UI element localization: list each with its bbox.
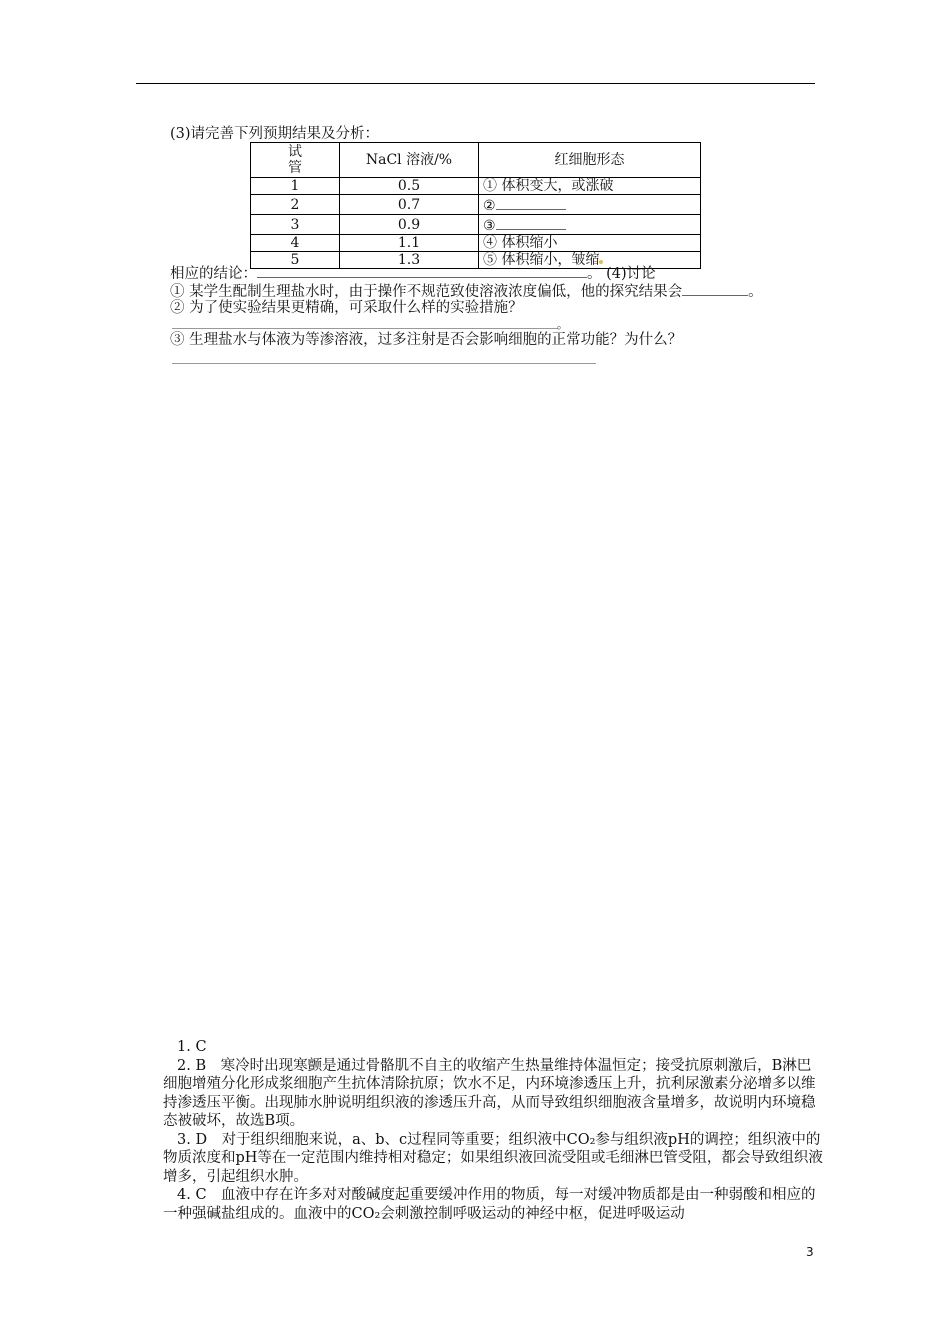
- answer-blank: [496, 215, 566, 230]
- q2-answer-line: [172, 328, 558, 329]
- header-rule: [136, 83, 815, 84]
- nacl-cell: 0.9: [340, 215, 479, 235]
- shape-cell: ④ 体积缩小: [479, 235, 701, 252]
- answer-key: [163, 1038, 823, 1223]
- header-shape: 红细胞形态: [479, 143, 701, 178]
- answer-2: 2. B 寒冷时出现寒颤是通过骨骼肌不自主的收缩产生热量维持体温恒定；接受抗原刺激后，B淋巴细胞增殖分化形成浆细胞产生抗体清除抗原；饮水不足，内环境渗透压上升，抗利尿激素分泌增多以维持渗透压平衡。出现肺水肿说明组织液的渗透压升高，从而导致组织细胞液含量增多，故说明内环境稳态被破坏，故选B项。: [163, 1057, 816, 1129]
- tube-cell: 3: [251, 215, 340, 235]
- discussion-label: 。 (4)讨论: [587, 266, 656, 282]
- table-row: [251, 195, 701, 215]
- nacl-cell: 1.3: [340, 252, 479, 269]
- tube-cell: 5: [251, 252, 340, 269]
- question-3: ③ 生理盐水与体液为等渗溶液，过多注射是否会影响细胞的正常功能？为什么？: [170, 332, 683, 348]
- shape-cell: ②: [479, 195, 701, 215]
- question-2: ② 为了使实验结果更精确，可采取什么样的实验措施？: [170, 300, 523, 316]
- question-1: ① 某学生配制生理盐水时，由于操作不规范致使溶液浓度偏低，他的探究结果会 。: [170, 281, 763, 301]
- answer-4: 4. C 血液中存在许多对对酸碱度起重要缓冲作用的物质，每一对缓冲物质都是由一种弱酸和相应的一种强碱盐组成的。血液中的CO₂会刺激控制呼吸运动的神经中枢，促进呼吸运动: [163, 1187, 816, 1222]
- answer-1: 1. C: [177, 1039, 207, 1055]
- nacl-cell: 0.7: [340, 195, 479, 215]
- table-header-row: [251, 143, 701, 178]
- q3-answer-line: [172, 363, 596, 364]
- table-row: [251, 235, 701, 252]
- table-row: [251, 215, 701, 235]
- table-row: [251, 178, 701, 195]
- nacl-cell: 1.1: [340, 235, 479, 252]
- tube-cell: 2: [251, 195, 340, 215]
- results-table: [250, 142, 701, 269]
- tube-cell: 4: [251, 235, 340, 252]
- q1-blank: [682, 281, 748, 296]
- answer-3: 3. D 对于组织细胞来说，a、b、c过程同等重要；组织液中CO₂参与组织液pH的调控；组织液中的物质浓度和pH等在一定范围内维持相对稳定；如果组织液回流受阻或毛细淋巴管受阻，都会导致组织液增多，引起组织水肿。: [163, 1131, 823, 1185]
- shape-cell: ③: [479, 215, 701, 235]
- conclusion-line: [170, 263, 656, 283]
- shape-cell: ① 体积变大，或涨破: [479, 178, 701, 195]
- section3-heading: (3)请完善下列预期结果及分析：: [170, 126, 380, 142]
- shape-cell: ⑤ 体积缩小，皱缩: [479, 252, 701, 269]
- tube-cell: 1: [251, 178, 340, 195]
- header-nacl: NaCl 溶液/%: [340, 143, 479, 178]
- answer-blank: [496, 195, 566, 210]
- conclusion-blank: [257, 263, 587, 278]
- page-number: 3: [806, 1245, 814, 1259]
- conclusion-label: 相应的结论：: [170, 266, 257, 282]
- header-tube: 试管: [251, 143, 340, 178]
- q2-end-mark: 。: [557, 318, 568, 331]
- nacl-cell: 0.5: [340, 178, 479, 195]
